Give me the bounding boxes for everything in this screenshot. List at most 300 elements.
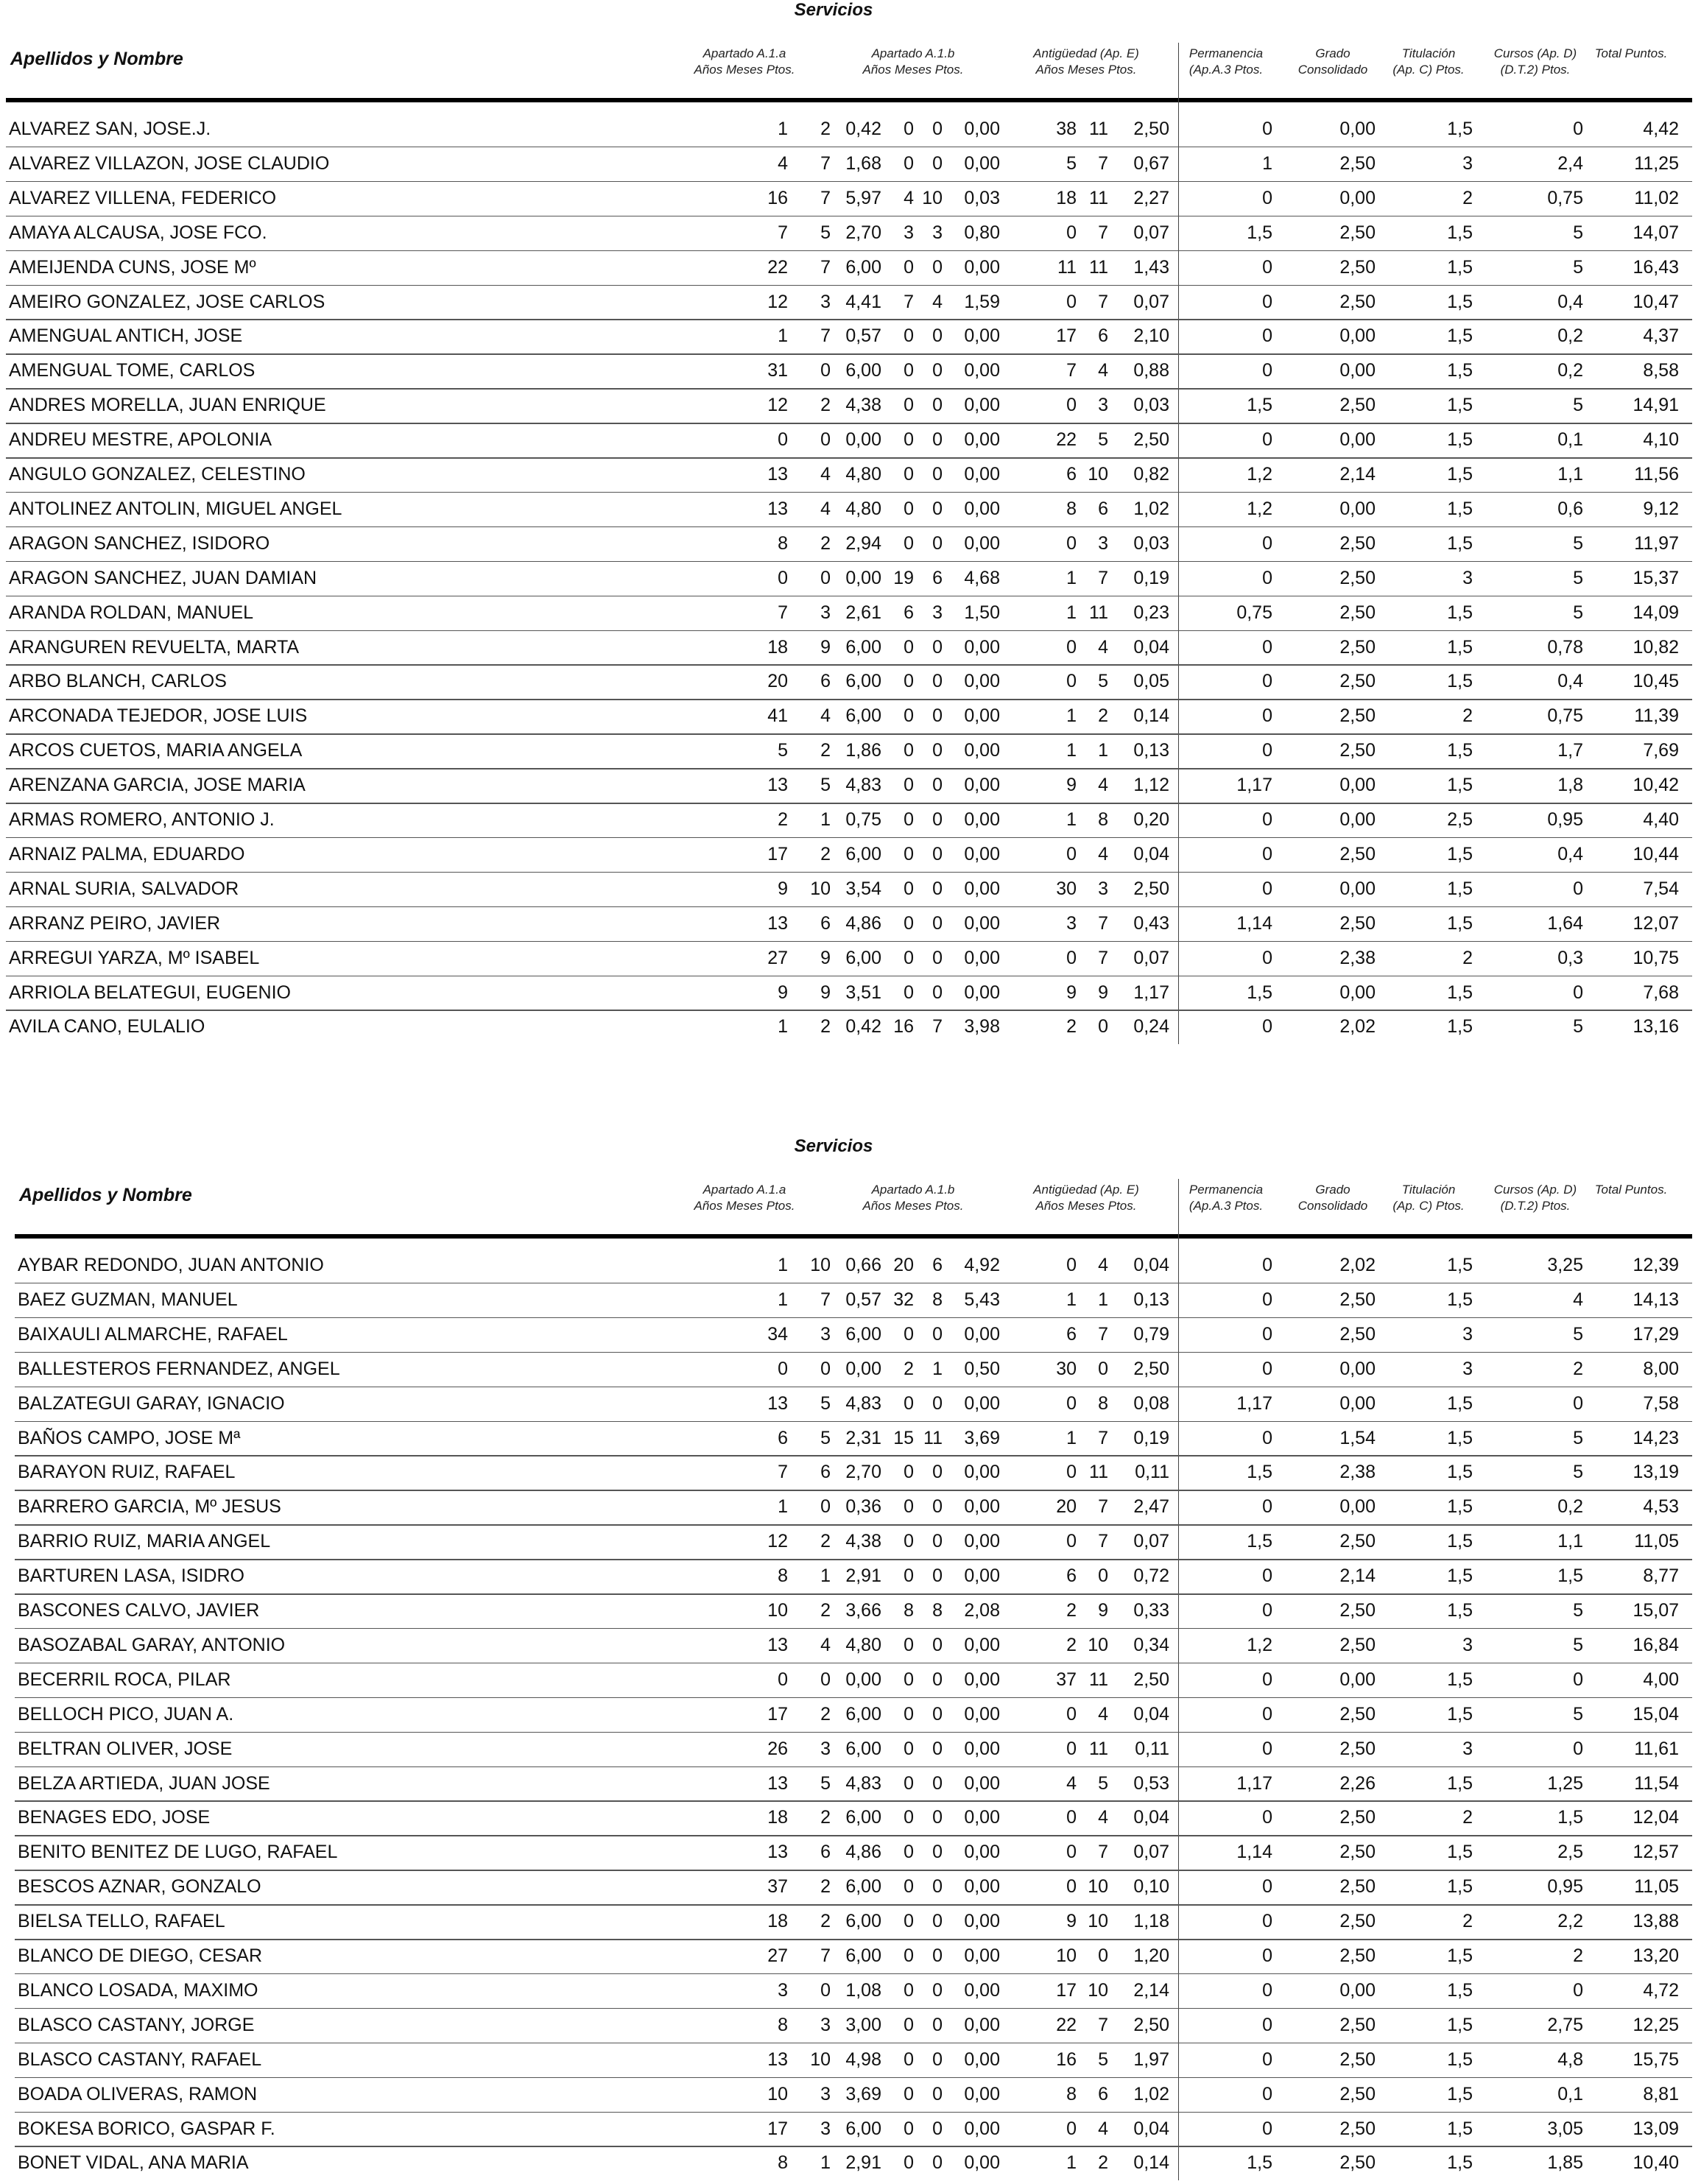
row-value: 6 — [932, 1255, 943, 1275]
table-row — [0, 1490, 1701, 1524]
row-value: 8 — [932, 1289, 943, 1310]
row-value: 6 — [778, 1427, 788, 1448]
row-value: 1,5 — [1447, 1876, 1473, 1898]
row-value: 10 — [767, 2083, 788, 2104]
row-value: 0 — [932, 775, 943, 796]
row-value: 1,5 — [1447, 843, 1473, 864]
row-value: 0,19 — [1133, 1427, 1169, 1448]
column-header-line2: (Ap.A.3 Ptos. — [1188, 1199, 1264, 1213]
row-value: 6 — [820, 912, 831, 934]
row-value: 1,5 — [1447, 2152, 1473, 2174]
row-value: 6,00 — [845, 1703, 881, 1725]
table-row — [0, 941, 1701, 976]
row-value: 0,03 — [1133, 395, 1169, 416]
row-value: 6 — [1098, 498, 1108, 519]
row-value: 2,14 — [1339, 1565, 1376, 1587]
row-value: 0 — [1262, 1358, 1272, 1379]
row-value: 15,07 — [1633, 1600, 1679, 1621]
row-value: 3 — [1098, 532, 1108, 554]
column-header-line1: Apartado A.1.a — [702, 1183, 786, 1197]
row-value: 0 — [932, 1496, 943, 1518]
table-row — [0, 1559, 1701, 1593]
row-name: BOADA OLIVERAS, RAMON — [18, 2083, 258, 2104]
row-value: 2,50 — [1339, 1634, 1376, 1655]
row-value: 1,2 — [1247, 464, 1272, 485]
row-value: 10 — [1088, 464, 1108, 485]
row-value: 4 — [1098, 636, 1108, 658]
row-value: 0 — [1262, 1427, 1272, 1448]
row-value: 0,24 — [1133, 1016, 1169, 1038]
row-value: 10 — [1056, 1945, 1077, 1966]
row-value: 0,1 — [1557, 2083, 1583, 2104]
row-name: AYBAR REDONDO, JUAN ANTONIO — [18, 1255, 324, 1275]
row-value: 0,67 — [1133, 152, 1169, 174]
row-value: 0 — [1262, 1289, 1272, 1310]
column-header-line1: Permanencia — [1188, 46, 1264, 60]
row-value: 4,40 — [1643, 809, 1679, 830]
row-value: 1,1 — [1557, 464, 1583, 485]
row-value: 3 — [1098, 878, 1108, 899]
row-value: 0,11 — [1135, 1462, 1169, 1483]
row-value: 0,4 — [1557, 671, 1583, 692]
row-value: 0,78 — [1547, 636, 1583, 658]
column-header-line2: Años Meses Ptos. — [694, 63, 795, 77]
row-value: 0,00 — [964, 2083, 1000, 2104]
row-value: 0,33 — [1133, 1600, 1169, 1621]
row-value: 0 — [932, 395, 943, 416]
row-value: 0,00 — [1339, 119, 1376, 139]
row-value: 2 — [778, 809, 788, 830]
row-name: ARENZANA GARCIA, JOSE MARIA — [9, 775, 306, 796]
row-value: 2 — [820, 1807, 831, 1828]
table-row — [0, 1455, 1701, 1490]
row-value: 6,00 — [845, 1807, 881, 1828]
row-divider — [15, 1524, 1692, 1526]
row-value: 8 — [1066, 2083, 1077, 2104]
row-value: 0 — [1066, 671, 1077, 692]
row-value: 0 — [904, 947, 914, 968]
row-value: 0,00 — [1339, 1392, 1376, 1414]
row-value: 15,04 — [1633, 1703, 1679, 1725]
row-value: 2,50 — [1339, 1911, 1376, 1932]
row-name: ARCONADA TEJEDOR, JOSE LUIS — [9, 705, 308, 727]
row-value: 2 — [1462, 705, 1473, 727]
row-value: 0 — [1262, 1979, 1272, 2001]
row-value: 3 — [778, 1979, 788, 2001]
row-value: 11,05 — [1634, 1531, 1679, 1552]
row-value: 1,86 — [845, 740, 881, 761]
row-value: 5 — [820, 775, 831, 796]
row-divider — [6, 457, 1692, 459]
row-value: 1 — [1066, 809, 1077, 830]
row-name: BARRERO GARCIA, Mº JESUS — [18, 1496, 281, 1518]
row-value: 0 — [904, 256, 914, 278]
row-value: 10 — [810, 2049, 831, 2070]
row-value: 0,42 — [845, 1016, 881, 1038]
row-value: 0,13 — [1133, 740, 1169, 761]
row-value: 0 — [932, 2014, 943, 2035]
row-value: 0 — [904, 982, 914, 1003]
row-value: 0 — [1262, 532, 1272, 554]
row-value: 2,50 — [1339, 567, 1376, 588]
row-value: 0 — [1066, 1255, 1077, 1275]
row-value: 0,07 — [1133, 1842, 1169, 1863]
row-value: 0,00 — [964, 1979, 1000, 2001]
row-value: 17 — [767, 2118, 788, 2139]
row-value: 7 — [932, 1016, 943, 1038]
row-value: 2,50 — [1339, 705, 1376, 727]
column-header — [1557, 46, 1701, 62]
row-value: 0 — [932, 1945, 943, 1966]
row-value: 1 — [778, 1255, 788, 1275]
row-value: 22 — [767, 256, 788, 278]
row-value: 0,66 — [845, 1255, 881, 1275]
row-value: 0,2 — [1557, 1496, 1583, 1518]
row-divider — [6, 976, 1692, 977]
row-value: 2,08 — [964, 1600, 1000, 1621]
row-value: 0 — [904, 152, 914, 174]
row-divider — [15, 1939, 1692, 1940]
row-value: 0 — [904, 671, 914, 692]
row-value: 8 — [778, 532, 788, 554]
row-value: 1 — [1066, 2152, 1077, 2174]
row-value: 2,70 — [845, 1462, 881, 1483]
row-value: 1,5 — [1447, 119, 1473, 139]
column-header — [671, 1182, 818, 1214]
row-value: 8 — [778, 2152, 788, 2174]
row-value: 14,07 — [1633, 222, 1679, 243]
row-value: 27 — [767, 1945, 788, 1966]
row-value: 0,88 — [1133, 360, 1169, 381]
row-value: 20 — [1056, 1496, 1077, 1518]
row-value: 5 — [1098, 671, 1108, 692]
row-value: 3 — [932, 222, 943, 243]
row-value: 0 — [1262, 1255, 1272, 1275]
row-value: 0 — [932, 1634, 943, 1655]
row-value: 0 — [1262, 671, 1272, 692]
row-value: 3 — [1462, 1323, 1473, 1345]
table-row — [0, 1973, 1701, 2008]
row-value: 2,50 — [1339, 912, 1376, 934]
row-value: 1,5 — [1447, 1016, 1473, 1038]
row-value: 4 — [778, 152, 788, 174]
row-value: 0,00 — [964, 1842, 1000, 1863]
row-value: 0 — [1066, 395, 1077, 416]
row-value: 13,88 — [1633, 1911, 1679, 1932]
row-value: 0 — [904, 1496, 914, 1518]
row-value: 0,00 — [964, 152, 1000, 174]
row-divider — [15, 1317, 1692, 1319]
row-value: 0,00 — [964, 1738, 1000, 1759]
row-name: ALVAREZ VILLENA, FEDERICO — [9, 187, 277, 208]
row-value: 0,00 — [1339, 775, 1376, 796]
row-value: 2,50 — [1339, 152, 1376, 174]
row-value: 10 — [810, 1255, 831, 1275]
row-value: 4,37 — [1643, 325, 1679, 347]
row-value: 1,5 — [1247, 1531, 1272, 1552]
row-divider — [15, 1732, 1692, 1733]
row-value: 11,02 — [1634, 187, 1679, 208]
row-value: 5 — [1098, 429, 1108, 451]
row-value: 7 — [820, 1289, 831, 1310]
row-value: 2,26 — [1339, 1772, 1376, 1794]
row-value: 0,00 — [845, 1669, 881, 1690]
row-value: 11 — [1089, 1669, 1108, 1690]
column-header-line2: Consolidado — [1297, 63, 1368, 77]
row-divider — [15, 1697, 1692, 1699]
column-header — [1012, 1182, 1160, 1214]
row-value: 0,08 — [1133, 1392, 1169, 1414]
row-value: 0 — [932, 982, 943, 1003]
row-value: 2,70 — [845, 222, 881, 243]
row-value: 0 — [1066, 1738, 1077, 1759]
row-name: BARRIO RUIZ, MARIA ANGEL — [18, 1531, 271, 1552]
row-value: 4 — [1098, 360, 1108, 381]
row-name: ARREGUI YARZA, Mº ISABEL — [9, 947, 260, 968]
row-value: 2 — [1573, 1945, 1583, 1966]
row-name: ARAGON SANCHEZ, ISIDORO — [9, 532, 270, 554]
row-value: 0 — [904, 325, 914, 347]
table-row — [0, 1870, 1701, 1904]
row-value: 0 — [904, 1462, 914, 1483]
row-value: 1 — [778, 119, 788, 139]
row-value: 1 — [778, 1016, 788, 1038]
row-value: 17,29 — [1633, 1323, 1679, 1345]
table-row — [0, 216, 1701, 250]
row-value: 0,00 — [964, 2152, 1000, 2174]
row-value: 0,07 — [1133, 1531, 1169, 1552]
row-value: 12 — [767, 395, 788, 416]
row-value: 1 — [1066, 705, 1077, 727]
row-value: 0 — [1262, 1876, 1272, 1898]
row-value: 0,00 — [964, 775, 1000, 796]
row-value: 0 — [820, 360, 831, 381]
row-value: 4 — [932, 291, 943, 312]
row-value: 0 — [932, 2049, 943, 2070]
row-value: 0 — [1262, 843, 1272, 864]
row-value: 0,2 — [1557, 325, 1583, 347]
row-value: 2,50 — [1339, 291, 1376, 312]
row-value: 2 — [820, 843, 831, 864]
row-value: 1,7 — [1557, 740, 1583, 761]
row-value: 0 — [1262, 740, 1272, 761]
column-header-line1: Titulación — [1401, 1183, 1456, 1197]
row-value: 5 — [1573, 1462, 1583, 1483]
row-value: 1,2 — [1247, 498, 1272, 519]
row-value: 0 — [932, 256, 943, 278]
row-value: 0,00 — [964, 395, 1000, 416]
table-row — [0, 630, 1701, 665]
row-value: 2,50 — [1339, 1323, 1376, 1345]
row-value: 8 — [1066, 498, 1077, 519]
row-value: 2,50 — [1133, 1358, 1169, 1379]
row-value: 2 — [820, 395, 831, 416]
row-value: 11 — [1089, 187, 1108, 208]
row-value: 0 — [1262, 2014, 1272, 2035]
row-value: 11,39 — [1634, 705, 1679, 727]
row-value: 3 — [1462, 1634, 1473, 1655]
row-value: 0 — [1262, 636, 1272, 658]
row-value: 4,00 — [1643, 1669, 1679, 1690]
row-divider — [6, 285, 1692, 286]
row-value: 11 — [1089, 256, 1108, 278]
row-value: 0 — [904, 429, 914, 451]
row-value: 10 — [1088, 1979, 1108, 2001]
row-name: AMEIRO GONZALEZ, JOSE CARLOS — [9, 291, 325, 312]
row-name: ARNAIZ PALMA, EDUARDO — [9, 843, 245, 864]
row-value: 0 — [1066, 636, 1077, 658]
row-value: 13 — [767, 2049, 788, 2070]
row-value: 2,50 — [1339, 256, 1376, 278]
row-value: 4,10 — [1643, 429, 1679, 451]
row-value: 12,39 — [1633, 1255, 1679, 1275]
row-value: 1,5 — [1447, 912, 1473, 934]
row-value: 1,5 — [1447, 636, 1473, 658]
table-row — [0, 1732, 1701, 1766]
row-value: 5 — [820, 1772, 831, 1794]
row-value: 0 — [904, 1842, 914, 1863]
row-value: 1 — [1066, 602, 1077, 623]
row-value: 4,80 — [845, 464, 881, 485]
row-value: 2,50 — [1339, 1807, 1376, 1828]
row-value: 0 — [932, 1979, 943, 2001]
row-value: 0 — [1098, 1565, 1108, 1587]
row-value: 1 — [778, 1289, 788, 1310]
row-value: 1,5 — [1447, 291, 1473, 312]
row-value: 1,54 — [1339, 1427, 1376, 1448]
row-value: 2 — [1462, 947, 1473, 968]
row-divider — [15, 2008, 1692, 2009]
row-value: 0,04 — [1133, 843, 1169, 864]
row-name: BLANCO LOSADA, MAXIMO — [18, 1979, 258, 2001]
row-value: 1,5 — [1447, 775, 1473, 796]
row-value: 8 — [778, 2014, 788, 2035]
row-value: 5 — [820, 1427, 831, 1448]
row-value: 0,00 — [964, 2014, 1000, 2035]
row-value: 0 — [904, 1531, 914, 1552]
row-value: 0 — [1262, 1807, 1272, 1828]
row-value: 6 — [820, 1462, 831, 1483]
row-value: 0,00 — [1339, 498, 1376, 519]
row-value: 1,5 — [1447, 878, 1473, 899]
row-value: 3,00 — [845, 2014, 881, 2035]
row-value: 0,00 — [964, 1531, 1000, 1552]
row-value: 3,25 — [1547, 1255, 1583, 1275]
row-value: 0,07 — [1133, 222, 1169, 243]
row-value: 0 — [932, 1842, 943, 1863]
column-header-line1: Titulación — [1401, 46, 1456, 60]
row-value: 0,00 — [1339, 1979, 1376, 2001]
row-value: 0,00 — [1339, 878, 1376, 899]
row-name: ARANGUREN REVUELTA, MARTA — [9, 636, 300, 658]
column-header-line1: Antigüedad (Ap. E) — [1033, 1183, 1139, 1197]
row-value: 11,97 — [1634, 532, 1679, 554]
row-value: 4,83 — [845, 1392, 881, 1414]
row-value: 0,00 — [1339, 982, 1376, 1003]
row-value: 0,00 — [964, 705, 1000, 727]
row-name: BENAGES EDO, JOSE — [18, 1807, 211, 1828]
row-divider — [6, 526, 1692, 528]
row-value: 0,00 — [964, 1669, 1000, 1690]
row-value: 0 — [932, 464, 943, 485]
row-value: 7,54 — [1643, 878, 1679, 899]
table-row — [0, 285, 1701, 320]
row-value: 1,5 — [1447, 1842, 1473, 1863]
row-divider — [15, 1559, 1692, 1560]
row-value: 0,00 — [845, 567, 881, 588]
row-value: 0 — [1262, 1669, 1272, 1690]
row-value: 0,00 — [1339, 325, 1376, 347]
row-value: 4,42 — [1643, 119, 1679, 139]
row-value: 1,5 — [1447, 1255, 1473, 1275]
row-value: 15,37 — [1633, 567, 1679, 588]
row-value: 0,6 — [1557, 498, 1583, 519]
row-value: 6,00 — [845, 1323, 881, 1345]
row-value: 0,00 — [964, 878, 1000, 899]
row-value: 4,92 — [964, 1255, 1000, 1275]
row-value: 7 — [820, 1945, 831, 1966]
table-row — [0, 526, 1701, 561]
row-value: 0,00 — [964, 1911, 1000, 1932]
row-value: 0,00 — [964, 2049, 1000, 2070]
row-value: 13 — [767, 775, 788, 796]
row-value: 0 — [932, 878, 943, 899]
row-value: 0,00 — [1339, 1496, 1376, 1518]
row-value: 2,50 — [1133, 2014, 1169, 2035]
row-value: 5 — [820, 1392, 831, 1414]
row-value: 3 — [1098, 395, 1108, 416]
row-value: 13 — [767, 1772, 788, 1794]
row-value: 7 — [778, 1462, 788, 1483]
row-value: 0 — [1262, 2118, 1272, 2139]
row-name: BLASCO CASTANY, JORGE — [18, 2014, 255, 2035]
row-value: 4 — [820, 705, 831, 727]
row-value: 0 — [932, 360, 943, 381]
column-header-line1: Apartado A.1.b — [871, 1183, 955, 1197]
row-value: 0 — [904, 1772, 914, 1794]
row-value: 1 — [820, 1565, 831, 1587]
row-divider — [6, 941, 1692, 943]
row-name: BASCONES CALVO, JAVIER — [18, 1600, 260, 1621]
row-value: 5,97 — [845, 187, 881, 208]
row-value: 26 — [767, 1738, 788, 1759]
row-value: 7 — [778, 222, 788, 243]
row-value: 1,5 — [1247, 2152, 1272, 2174]
column-header — [839, 46, 987, 78]
row-value: 9,12 — [1643, 498, 1679, 519]
row-value: 1 — [932, 1358, 943, 1379]
row-value: 1 — [1098, 740, 1108, 761]
row-value: 0,80 — [964, 222, 1000, 243]
row-value: 0 — [904, 1911, 914, 1932]
row-value: 0,34 — [1133, 1634, 1169, 1655]
row-value: 1,5 — [1247, 222, 1272, 243]
row-value: 0 — [932, 1772, 943, 1794]
row-value: 0,00 — [1339, 429, 1376, 451]
table-row — [0, 1800, 1701, 1835]
row-value: 1,5 — [1447, 1703, 1473, 1725]
row-name: ARRIOLA BELATEGUI, EUGENIO — [9, 982, 291, 1003]
row-value: 2 — [1066, 1634, 1077, 1655]
row-value: 0 — [778, 567, 788, 588]
row-value: 6,00 — [845, 360, 881, 381]
header-rule — [15, 1234, 1692, 1239]
row-value: 9 — [1066, 982, 1077, 1003]
row-value: 6,00 — [845, 1738, 881, 1759]
row-value: 1 — [1262, 152, 1272, 174]
table-row — [0, 1352, 1701, 1387]
row-value: 0,00 — [964, 671, 1000, 692]
